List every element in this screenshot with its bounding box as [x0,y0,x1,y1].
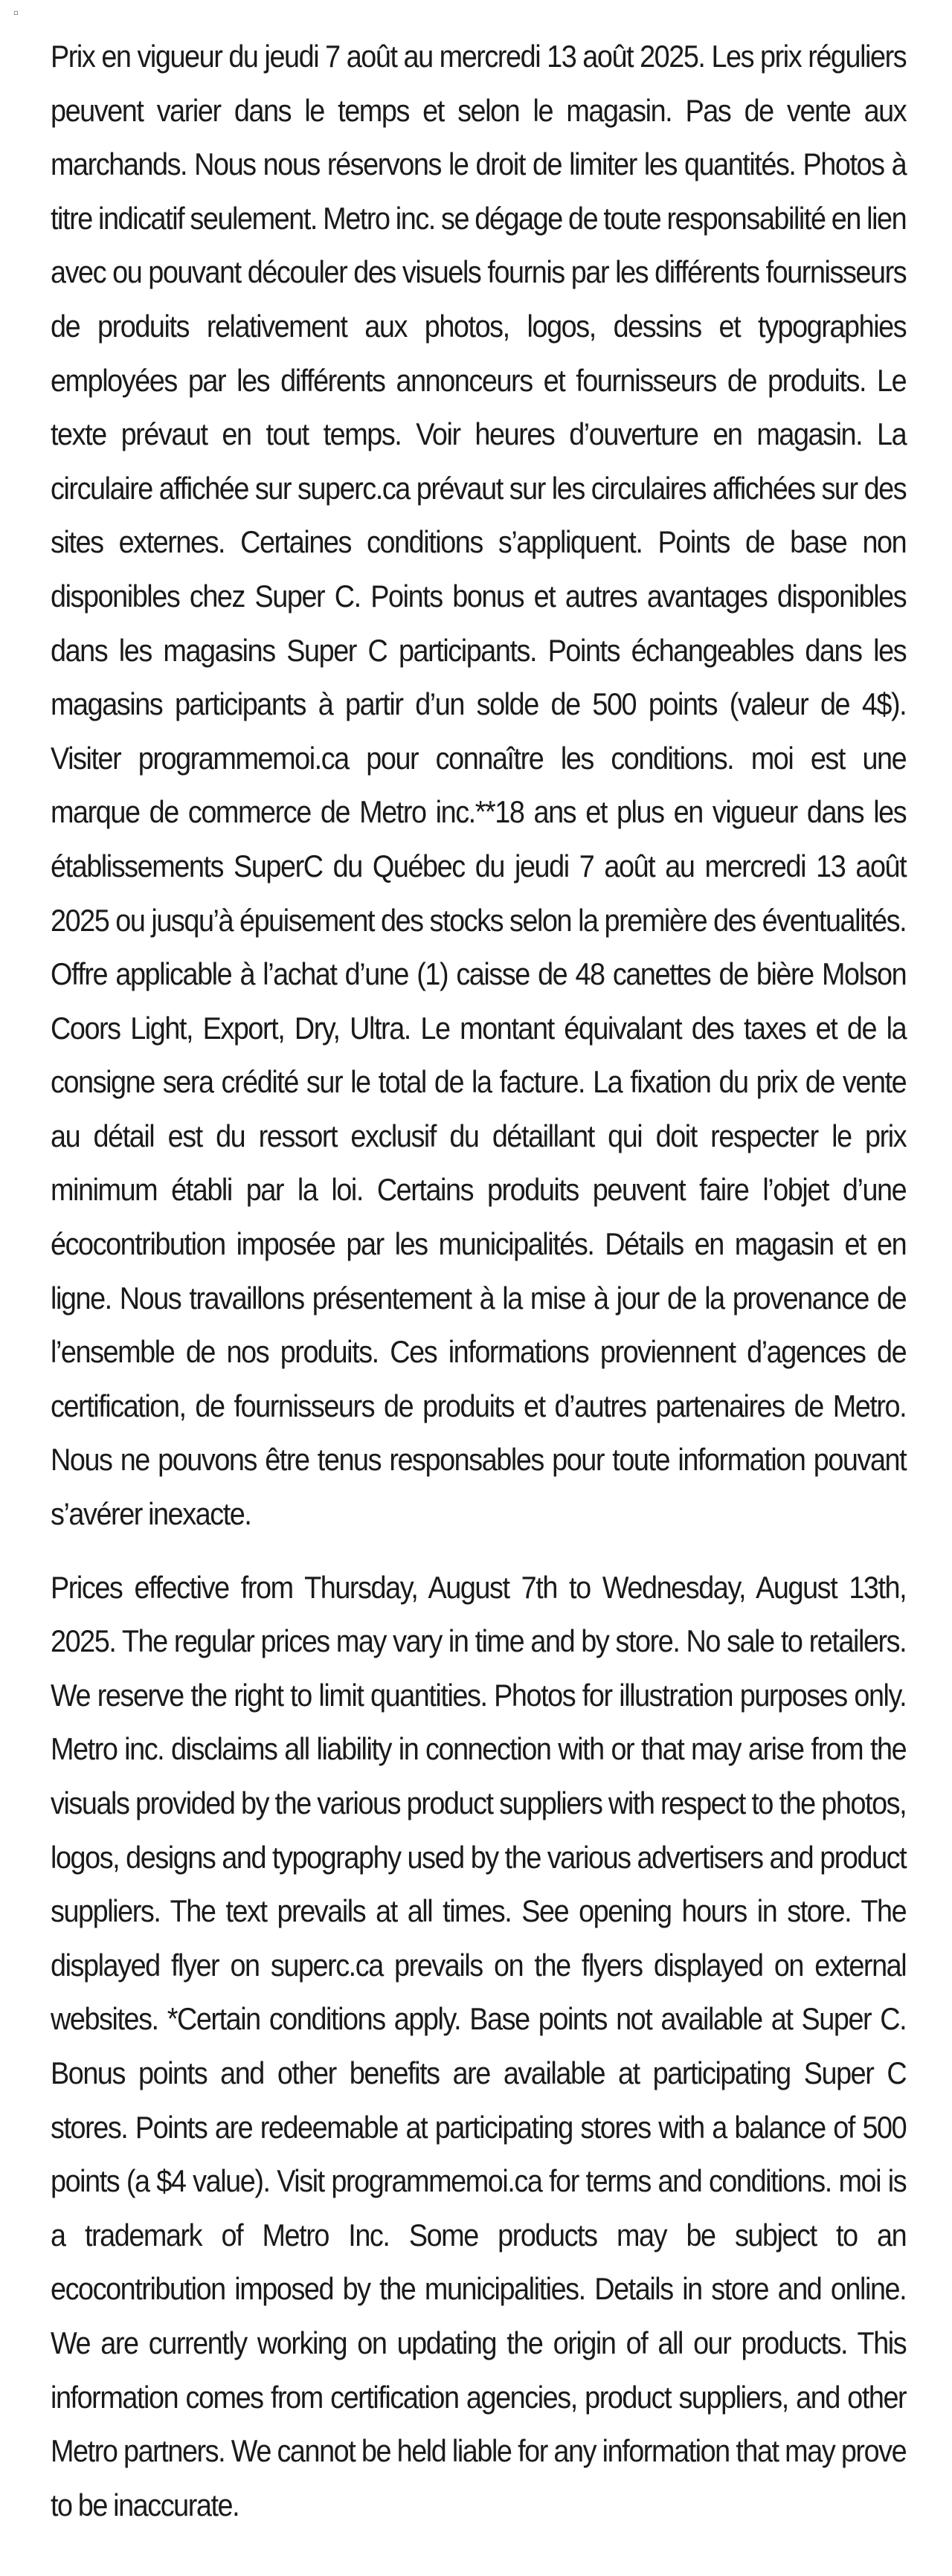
english-disclaimer-paragraph: Prices effective from Thursday, August 7th to Wednesday, August 13th, 2025. The regular prices may vary in time and by store. No sale to retailers. We reserve the right to limit quantities. Photos for illustration purposes only. Metro inc. disclaims all liability in connection with or that may arise from the visuals provided by the various product suppliers with respect to the photos, logos, designs and typography used by the various advertisers and product suppliers. The text prevails at all times. See opening hours in store. The displayed flyer on superc.ca prevails on the flyers displayed on external websites. *Certain conditions apply. Base points not available at Super C. Bonus points and other benefits are available at participating Super C stores. Points are redeemable at participating stores with a balance of 500 points (a $4 value). Visit programmemoi.ca for terms and conditions. moi is a trademark of Metro Inc. Some products may be subject to an ecocontribution imposed by the municipalities. Details in store and online. We are currently working on updating the origin of all our products. This information comes from certification agencies, product suppliers, and other Metro partners. We cannot be held liable for any information that may prove to be inaccurate. [51,1569,907,2522]
french-disclaimer-paragraph: Prix en vigueur du jeudi 7 août au mercredi 13 août 2025. Les prix réguliers peuvent varier dans le temps et selon le magasin. Pas de vente aux marchands. Nous nous réservons le droit de limiter les quantités. Photos à titre indicatif seulement. Metro inc. se dégage de toute responsabilité en lien avec ou pouvant découler des visuels fournis par les différents fournisseurs de produits relativement aux photos, logos, dessins et typographies employées par les différents annonceurs et fournisseurs de produits. Le texte prévaut en tout temps. Voir heures d’ouverture en magasin. La circulaire affichée sur superc.ca prévaut sur les circulaires affichées sur des sites externes. Certaines conditions s’appliquent. Points de base non disponibles chez Super C. Points bonus et autres avantages disponibles dans les magasins Super C participants. Points échangeables dans les magasins participants à partir d’un solde de 500 points (valeur de 4$). Visiter programmemoi.ca pour connaître les conditions. moi est une marque de commerce de Metro inc.**18 ans et plus en vigueur dans les établissements SuperC du Québec du jeudi 7 août au mercredi 13 août 2025 ou jusqu’à épuisement des stocks selon la première des éventualités. Offre applicable à l’achat d’une (1) caisse de 48 canettes de bière Molson Coors Light, Export, Dry, Ultra. Le montant équivalant des taxes et de la consigne sera crédité sur le total de la facture. La fixation du prix de vente au détail est du ressort exclusif du détaillant qui doit respecter le prix minimum établi par la loi. Certains produits peuvent faire l’objet d’une écocontribution imposée par les municipalités. Détails en magasin et en ligne. Nous travaillons présentement à la mise à jour de la provenance de l’ensemble de nos produits. Ces informations proviennent d’agences de certification, de fournisseurs de produits et d’autres partenaires de Metro. Nous ne pouvons être tenus responsables pour toute information pouvant s’avérer inexacte. [51,39,907,1532]
legal-disclaimer-text [51,30,906,2532]
corner-mark: ▫ [13,9,19,17]
